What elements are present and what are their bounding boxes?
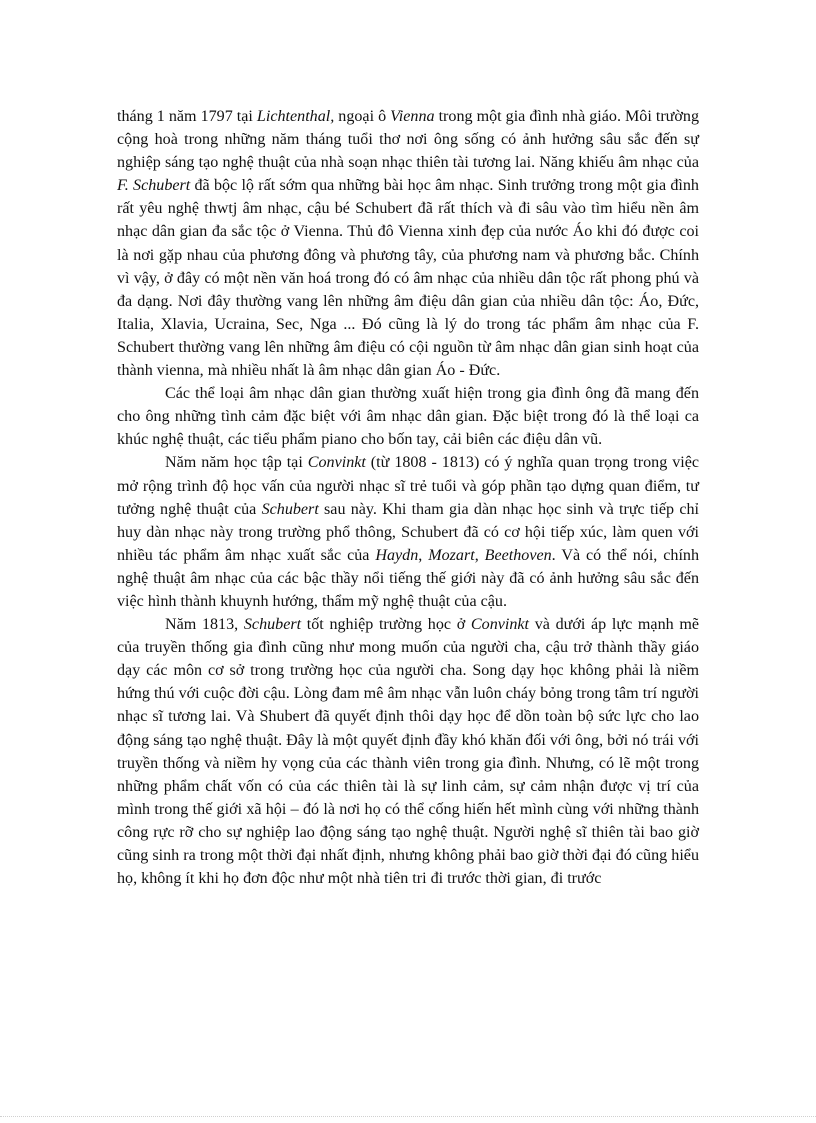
paragraph: [117, 105, 699, 382]
italic-text-segment: Beethoven: [484, 546, 552, 564]
italic-text-segment: Convinkt: [307, 454, 366, 472]
italic-text-segment: F. Schubert: [117, 177, 191, 195]
text-segment: Năm năm học tập tại: [165, 454, 308, 472]
text-segment: ngoại ô: [334, 108, 391, 125]
italic-text-segment: Lichtenthal,: [256, 108, 335, 125]
text-segment: ,: [418, 546, 429, 564]
paragraph: [117, 613, 699, 890]
text-segment: và dưới áp lực mạnh mẽ của truyền thống gia đình cũng như mong muốn của người cha, cậu trở thành thầy giáo dạy các môn cơ sở trong trường học của người cha. Song dạy học không phải là niềm hứng thú với cuộc đời cậu. Lòng đam mê âm nhạc vẫn luôn cháy bỏng trong tâm trí người nhạc sĩ tương lai. Và Shubert đã quyết định thôi dạy học để dồn toàn bộ sức lực cho lao động sáng tạo nghệ thuật. Đây là một quyết định đầy khó khăn đối với ông, bởi nó trái với truyền thống và niềm hy vọng của các thành viên trong gia đình. Nhưng, có lẽ một trong những phẩm chất vốn có của các thiên tài là sự linh cảm, sự cảm nhận được vị trí của mình trong thế giới xã hội – đó là nơi họ có thể cống hiến hết mình cùng với những thành công rực rỡ cho sự nghiệp lao động sáng tạo nghệ thuật. Người nghệ sĩ thiên tài bao giờ cũng sinh ra trong một thời đại nhất định, nhưng không phải bao giờ thời đại đó cũng hiểu họ, không ít khi họ đơn độc như một nhà tiên tri đi trước thời gian, đi trước: [117, 616, 700, 888]
italic-text-segment: Vienna: [390, 108, 435, 125]
text-segment: (từ 1808 - 1813) có ý nghĩa quan trọng trong việc mở rộng trình độ học vấn của người nhạc sĩ trẻ tuổi và góp phần tạo dựng quan điểm, tư tưởng nghệ thuật của: [117, 454, 700, 518]
text-segment: ,: [474, 546, 485, 564]
text-segment: đã bộc lộ rất sớm qua những bài học âm nhạc. Sinh trưởng trong một gia đình rất yêu nghệ thwtj âm nhạc, cậu bé Schubert đã rất thích và đi sâu vào tìm hiểu nền âm nhạc dân gian đa sắc tộc ở Vienna. Thủ đô Vienna xinh đẹp của nước Áo khi đó được coi là nơi gặp nhau của phương đông và phương tây, của phương nam và phương bắc. Chính vì vậy, ở đây có một nền văn hoá trong đó có âm nhạc của nhiều dân tộc rất phong phú và đa dạng. Nơi đây thường vang lên những âm điệu dân gian của nhiều dân tộc: Áo, Đức, Italia, Xlavia, Ucraina, Sec, Nga ... Đó cũng là lý do trong tác phẩm âm nhạc của F. Schubert thường vang lên những âm điệu có cội nguồn từ âm nhạc dân gian sinh hoạt của thành vienna, mà nhiều nhất là âm nhạc dân gian Áo - Đức.: [117, 177, 699, 380]
text-segment: . Và có thể nói, chính nghệ thuật âm nhạc của các bậc thầy nổi tiếng thế giới này đã có ảnh hưởng sâu sắc đến việc hình thành khuynh hướng, thẩm mỹ nghệ thuật của cậu.: [117, 546, 700, 610]
text-segment: Năm 1813,: [165, 616, 244, 634]
paragraph: [117, 451, 699, 613]
text-segment: Các thể loại âm nhạc dân gian thường xuất hiện trong gia đình ông đã mang đến cho ông những tình cảm đặc biệt với âm nhạc dân gian. Đặc biệt trong đó là thể loại ca khúc nghệ thuật, các tiểu phẩm piano cho bốn tay, cải biên các điệu dân vũ.: [117, 385, 699, 449]
text-segment: trong một gia đình nhà giáo. Môi trường cộng hoà trong những năm tháng tuổi thơ nơi ông sống có ảnh hưởng sâu sắc đến sự nghiệp sáng tạo nghệ thuật của nhà soạn nhạc thiên tài tương lai. Năng khiếu âm nhạc của: [117, 108, 700, 172]
italic-text-segment: Schubert: [243, 616, 302, 634]
italic-text-segment: Mozart: [428, 546, 475, 564]
text-segment: sau này. Khi tham gia dàn nhạc học sinh và trực tiếp chỉ huy dàn nhạc này trong trường phổ thông, Schubert đã có cơ hội tiếp xúc, làm quen với nhiều tác phẩm âm nhạc xuất sắc của: [117, 500, 699, 564]
body-text: [117, 105, 699, 890]
italic-text-segment: Convinkt: [470, 616, 530, 634]
paragraph: [117, 382, 699, 451]
text-segment: tháng 1 năm 1797 tại: [117, 108, 257, 125]
text-segment: tốt nghiệp trường học ở: [301, 616, 471, 634]
italic-text-segment: Schubert: [261, 500, 319, 518]
page-bottom-divider: [0, 1116, 816, 1117]
italic-text-segment: Haydn: [375, 546, 419, 564]
